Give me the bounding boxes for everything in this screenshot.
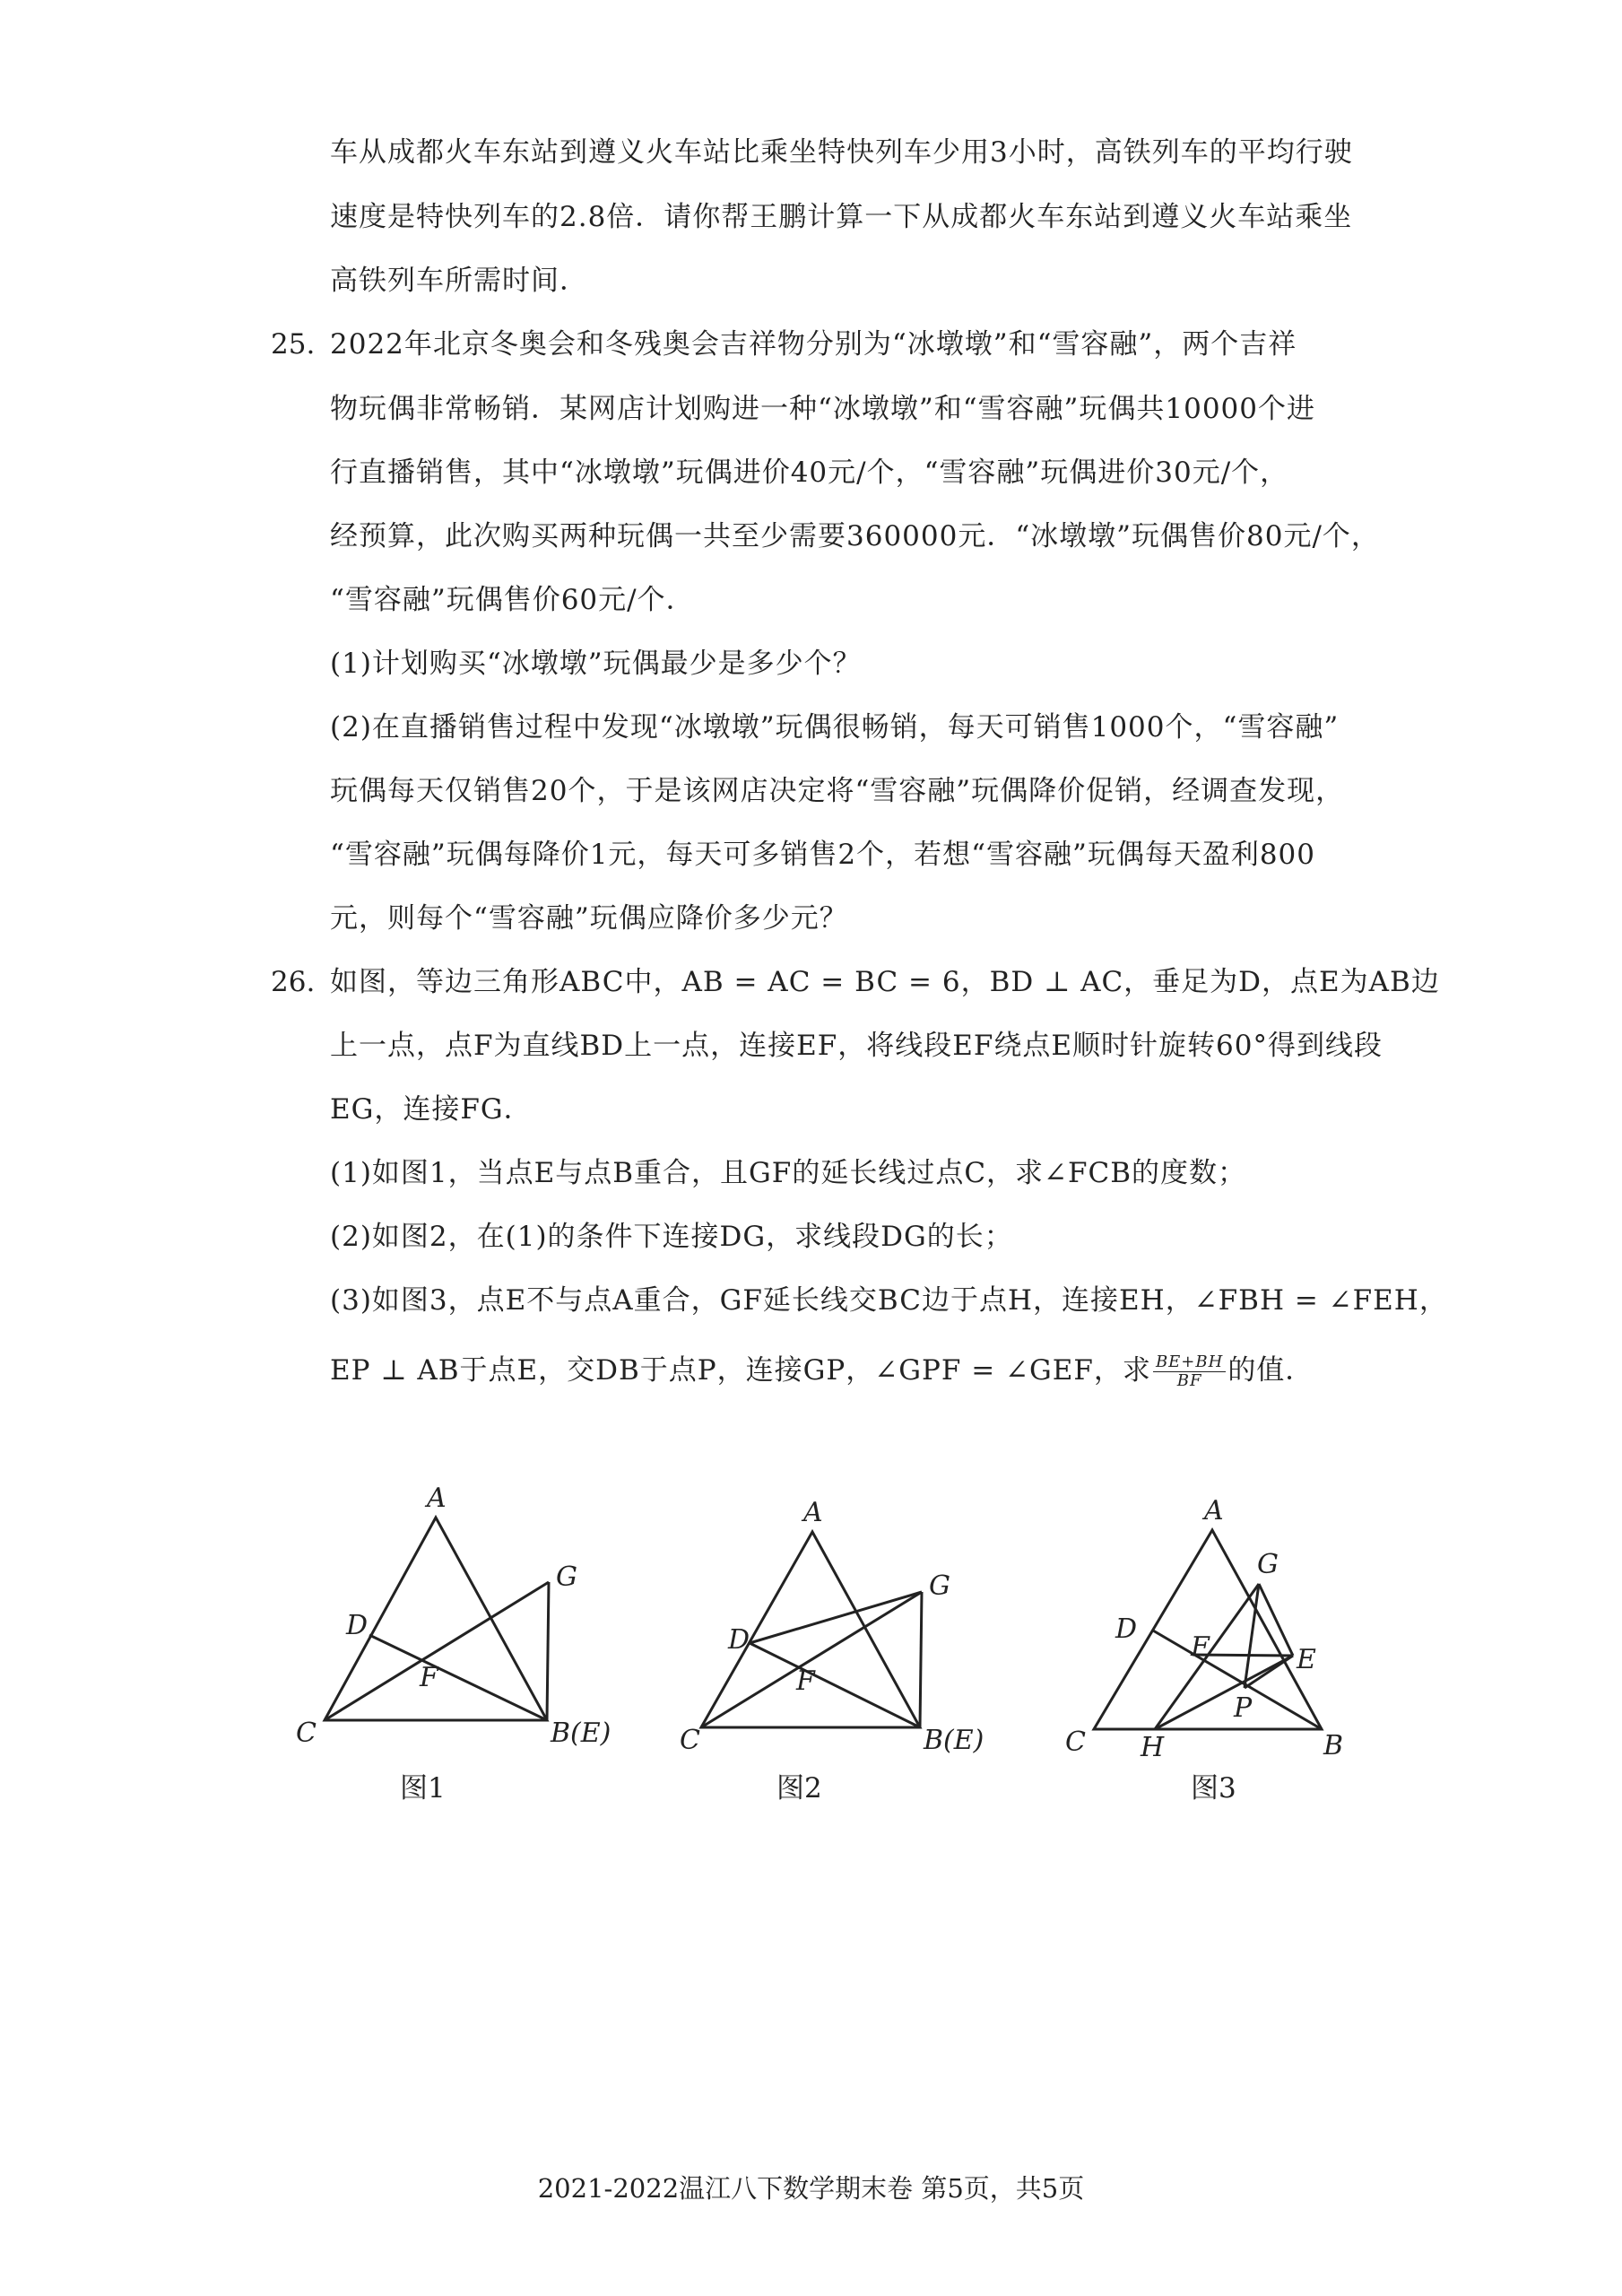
fig3-label-P: P (1234, 1692, 1253, 1724)
fig3-label-E: E (1297, 1644, 1316, 1675)
q24-line-3: 高铁列车所需时间． (330, 265, 588, 297)
fig1-label-F: F (420, 1662, 438, 1693)
figure-2 (664, 1489, 1004, 1805)
ratio-fraction (1153, 1353, 1226, 1390)
fig1-label-B: B(E) (551, 1718, 612, 1749)
fig2-label-D: D (728, 1624, 750, 1656)
fig2-label-F: F (796, 1665, 815, 1697)
q24-line-1: 车从成都火车东站到遵义火车站比乘坐特快列车少用3小时，高铁列车的平均行驶 (330, 136, 1353, 169)
fraction-numerator: BE+BH (1153, 1353, 1226, 1372)
fig1-label-G: G (556, 1561, 577, 1593)
fig3-label-F: F (1191, 1631, 1210, 1663)
q26-part-3-suffix: 的值． (1227, 1354, 1314, 1387)
q25-line-2: 物玩偶非常畅销．某网店计划购进一种“冰墩墩”和“雪容融”玩偶共10000个进 (330, 393, 1316, 425)
figure-3-caption: 图3 (1191, 1772, 1236, 1805)
figure-1-caption: 图1 (400, 1772, 446, 1805)
page-footer: 2021-2022温江八下数学期末卷 第5页，共5页 (537, 2173, 1085, 2204)
fig2-label-B: B(E) (924, 1725, 984, 1756)
figure-3-diagram (1058, 1480, 1399, 1767)
q25-line-5: “雪容融”玩偶售价60元/个． (330, 584, 695, 616)
q26-part-3-line-2 (330, 1352, 1314, 1390)
fig3-label-A: A (1204, 1495, 1224, 1526)
q26-part-2: (2)如图2，在(1)的条件下连接DG，求线段DG的长； (330, 1221, 1013, 1253)
fig1-label-D: D (346, 1610, 369, 1641)
q25-part-2-line-1: (2)在直播销售过程中发现“冰墩墩”玩偶很畅销，每天可销售1000个，“雪容融” (330, 711, 1340, 744)
q25-part-2-line-3: “雪容融”玩偶每降价1元，每天可多销售2个，若想“雪容融”玩偶每天盈利800 (330, 839, 1316, 871)
q26-line-1: 如图，等边三角形ABC中，AB = AC = BC = 6，BD ⊥ AC，垂足为D，点E为AB边 (330, 966, 1440, 998)
q26-line-3: EG，连接FG． (330, 1093, 533, 1126)
q26-number: 26. (271, 966, 316, 998)
fig1-label-A: A (427, 1483, 447, 1514)
figure-1 (287, 1471, 628, 1805)
q25-part-2-line-4: 元，则每个“雪容融”玩偶应降价多少元？ (330, 902, 848, 935)
fig2-label-C: C (680, 1725, 700, 1756)
q25-part-1: (1)计划购买“冰墩墩”玩偶最少是多少个？ (330, 648, 862, 680)
q26-part-3-prefix: EP ⊥ AB于点E，交DB于点P，连接GP，∠GPF = ∠GEF，求 (330, 1354, 1151, 1387)
fig1-label-C: C (296, 1718, 317, 1749)
figure-1-diagram (287, 1471, 628, 1758)
q26-part-3-line-1: (3)如图3，点E不与点A重合，GF延长线交BC边于点H，连接EH，∠FBH = ∠FEH， (330, 1284, 1448, 1317)
q25-number: 25. (271, 328, 316, 361)
fig3-label-B: B (1323, 1730, 1344, 1761)
figure-2-caption: 图2 (776, 1772, 822, 1805)
fig3-label-D: D (1115, 1613, 1138, 1645)
q26-part-1: (1)如图1，当点E与点B重合，且GF的延长线过点C，求∠FCB的度数； (330, 1157, 1247, 1189)
fig2-label-A: A (803, 1497, 823, 1528)
fig3-label-G: G (1257, 1549, 1279, 1580)
figure-2-diagram (664, 1489, 1004, 1776)
fraction-denominator: BF (1176, 1371, 1202, 1390)
q25-line-3: 行直播销售，其中“冰墩墩”玩偶进价40元/个，“雪容融”玩偶进价30元/个， (330, 457, 1289, 489)
fig2-label-G: G (929, 1570, 950, 1602)
fig3-label-H: H (1141, 1732, 1165, 1763)
fig3-label-C: C (1065, 1726, 1086, 1758)
figure-3 (1058, 1480, 1399, 1805)
q24-line-2: 速度是特快列车的2.8倍．请你帮王鹏计算一下从成都火车东站到遵义火车站乘坐 (330, 201, 1353, 233)
q25-part-2-line-2: 玩偶每天仅销售20个，于是该网店决定将“雪容融”玩偶降价促销，经调查发现， (330, 775, 1345, 807)
q25-line-1: 2022年北京冬奥会和冬残奥会吉祥物分别为“冰墩墩”和“雪容融”，两个吉祥 (330, 328, 1297, 361)
q26-line-2: 上一点，点F为直线BD上一点，连接EF，将线段EF绕点E顺时针旋转60°得到线段 (330, 1030, 1383, 1062)
q25-line-4: 经预算，此次购买两种玩偶一共至少需要360000元．“冰墩墩”玩偶售价80元/个， (330, 520, 1380, 552)
